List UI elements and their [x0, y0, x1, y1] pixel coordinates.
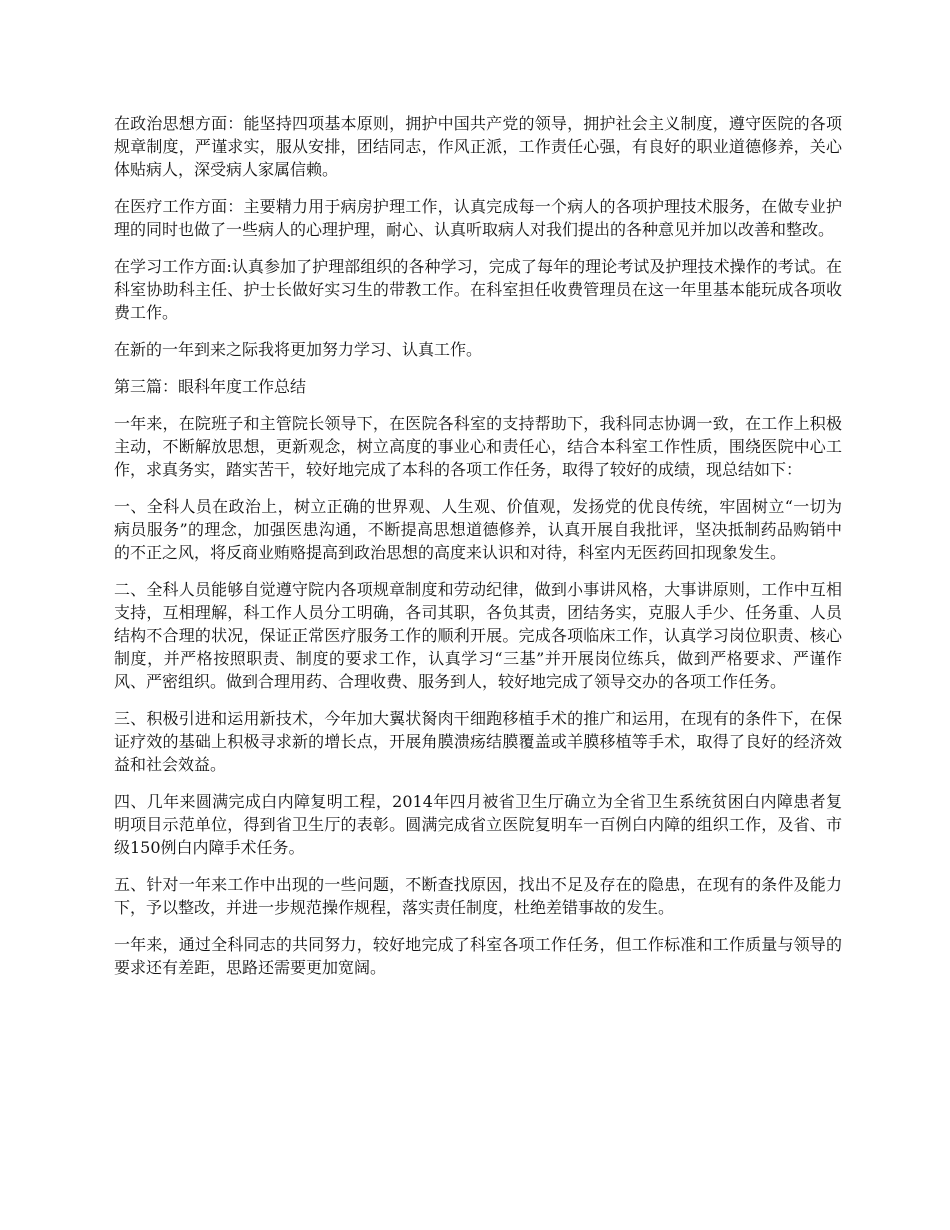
- paragraph-item-1: 一、全科人员在政治上，树立正确的世界观、人生观、价值观，发扬党的优良传统，牢固树立“一切为病员服务”的理念，加强医患沟通，不断提高思想道德修养，认真开展自我批评，坚决抵制药品购销中的不正之风，将反商业贿赂提高到政治思想的高度来认识和对待，科室内无医药回扣现象发生。: [114, 497, 842, 562]
- paragraph-medical-work: 在医疗工作方面：主要精力用于病房护理工作，认真完成每一个病人的各项护理技术服务，在做专业护理的同时也做了一些病人的心理护理，耐心、认真听取病人对我们提出的各种意见并加以改善和整改。: [114, 197, 842, 239]
- document-body: [114, 112, 842, 993]
- paragraph-item-4: 四、几年来圆满完成白内障复明工程，2014年四月被省卫生厅确立为全省卫生系统贫困白内障患者复明项目示范单位，得到省卫生厅的表彰。圆满完成省立医院复明车一百例白内障的组织工作，及省、市级150例白内障手术任务。: [114, 792, 842, 857]
- paragraph-item-5: 五、针对一年来工作中出现的一些问题，不断查找原因，找出不足及存在的隐患，在现有的条件及能力下，予以整改，并进一步规范操作规程，落实责任制度，杜绝差错事故的发生。: [114, 875, 842, 917]
- paragraph-item-3: 三、积极引进和运用新技术，今年加大翼状胬肉干细跑移植手术的推广和运用，在现有的条件下，在保证疗效的基础上积极寻求新的增长点，开展角膜溃疡结膜覆盖或羊膜移植等手术，取得了良好的经济效益和社会效益。: [114, 709, 842, 774]
- paragraph-conclusion: 一年来，通过全科同志的共同努力，较好地完成了科室各项工作任务，但工作标准和工作质量与领导的要求还有差距，思路还需要更加宽阔。: [114, 935, 842, 977]
- paragraph-study-work: 在学习工作方面:认真参加了护理部组织的各种学习，完成了每年的理论考试及护理技术操作的考试。在科室协助科主任、护士长做好实习生的带教工作。在科室担任收费管理员在这一年里基本能玩成各项收费工作。: [114, 257, 842, 322]
- paragraph-item-2: 二、全科人员能够自觉遵守院内各项规章制度和劳动纪律，做到小事讲风格，大事讲原则，工作中互相支持，互相理解，科工作人员分工明确，各司其职，各负其责，团结务实，克服人手少、任务重、人员结构不合理的状况，保证正常医疗服务工作的顺利开展。完成各项临床工作，认真学习岗位职责、核心制度，并严格按照职责、制度的要求工作，认真学习“三基”并开展岗位练兵，做到严格要求、严谨作风、严密组织。做到合理用药、合理收费、服务到人，较好地完成了领导交办的各项工作任务。: [114, 580, 842, 691]
- section-heading: 第三篇：眼科年度工作总结: [114, 377, 307, 396]
- paragraph-political: 在政治思想方面：能坚持四项基本原则，拥护中国共产党的领导，拥护社会主义制度，遵守医院的各项规章制度，严谨求实，服从安排，团结同志，作风正派，工作责任心强，有良好的职业道德修养，关心体贴病人，深受病人家属信赖。: [114, 114, 842, 179]
- paragraph-new-year: 在新的一年到来之际我将更加努力学习、认真工作。: [114, 340, 483, 359]
- paragraph-intro: 一年来，在院班子和主管院长领导下，在医院各科室的支持帮助下，我科同志协调一致，在工作上积极主动，不断解放思想，更新观念，树立高度的事业心和责任心，结合本科室工作性质，围绕医院中心工作，求真务实，踏实苦干，较好地完成了本科的各项工作任务，取得了较好的成绩，现总结如下：: [114, 414, 842, 479]
